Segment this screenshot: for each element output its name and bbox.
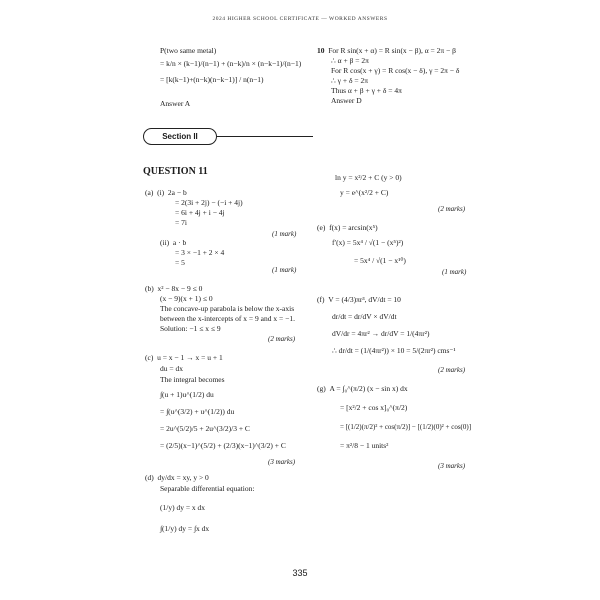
part-e bbox=[317, 222, 406, 267]
working-line: f(x) = arcsin(x⁵) bbox=[329, 223, 378, 232]
part-label: (e) bbox=[317, 223, 326, 232]
marks-label: (2 marks) bbox=[268, 335, 296, 343]
working-line: 2a − b bbox=[167, 188, 187, 197]
working-line: = 3 × −1 + 2 × 4 bbox=[175, 248, 225, 257]
part-label: (g) bbox=[317, 384, 326, 393]
working-line: ∴ dr/dt = (1/(4πr²)) × 10 = 5/(2πr²) cms⁻¹ bbox=[332, 346, 456, 355]
working-line: ∫(u + 1)u^(1/2) du bbox=[160, 390, 214, 399]
working-line: = 7i bbox=[175, 218, 187, 227]
part-d-continued bbox=[335, 172, 402, 199]
working-line: du = dx bbox=[160, 364, 183, 373]
working-line: u = x − 1 → x = u + 1 bbox=[157, 353, 223, 362]
working-line: dy/dx = xy, y > 0 bbox=[157, 473, 209, 482]
working-line: ln y = x²/2 + C (y > 0) bbox=[335, 173, 402, 182]
working-line: dV/dr = 4πr² → dr/dV = 1/(4πr²) bbox=[332, 329, 430, 338]
working-line: Solution: −1 ≤ x ≤ 9 bbox=[160, 324, 221, 333]
q10-line: For R cos(x + γ) = R cos(x − δ), γ = 2π − δ bbox=[331, 66, 460, 75]
subpart-label: (ii) bbox=[160, 238, 170, 247]
q9-line: P(two same metal) bbox=[160, 46, 217, 55]
marks-label: (2 marks) bbox=[438, 205, 466, 213]
q10-block bbox=[317, 46, 459, 106]
working-line: The concave-up parabola is below the x-axis bbox=[160, 304, 295, 313]
part-a-ii bbox=[160, 238, 224, 268]
working-line: = [x²/2 + cos x]₀^(π/2) bbox=[340, 403, 408, 412]
working-line: between the x-intercepts of x = 9 and x = −1. bbox=[160, 314, 295, 323]
working-line: = 2u^(5/2)/5 + 2u^(3/2)/3 + C bbox=[160, 424, 250, 433]
question-title: QUESTION 11 bbox=[143, 166, 208, 177]
part-f bbox=[317, 294, 456, 357]
q10-number: 10 bbox=[317, 46, 325, 55]
section-pill: Section II bbox=[143, 128, 217, 145]
working-line: f′(x) = 5x⁴ / √(1 − (x⁵)²) bbox=[332, 238, 404, 247]
section-rule bbox=[213, 136, 313, 137]
marks-label: (1 mark) bbox=[272, 266, 297, 274]
q10-line: ∴ γ + δ = 2π bbox=[331, 76, 368, 85]
part-a-i bbox=[145, 188, 243, 228]
marks-label: (3 marks) bbox=[438, 462, 466, 470]
part-d bbox=[145, 472, 254, 534]
working-line: = 5 bbox=[175, 258, 185, 267]
part-label: (b) bbox=[145, 284, 154, 293]
page-number: 335 bbox=[292, 568, 308, 578]
marks-label: (1 mark) bbox=[442, 268, 467, 276]
q10-line: Thus α + β + γ + δ = 4π bbox=[331, 86, 402, 95]
working-line: = 2(3i + 2j) − (−i + 4j) bbox=[175, 198, 243, 207]
subpart-label: (i) bbox=[157, 188, 165, 197]
q9-line: = [k(k−1)+(n−k)(n−k−1)] / n(n−1) bbox=[160, 75, 264, 84]
q9-line: = k/n × (k−1)/(n−1) + (n−k)/n × (n−k−1)/(n−1) bbox=[160, 59, 302, 68]
working-line: V = (4/3)πr³, dV/dt = 10 bbox=[328, 295, 401, 304]
working-line: = 5x⁴ / √(1 − x¹⁰) bbox=[354, 256, 406, 265]
marks-label: (1 mark) bbox=[272, 230, 297, 238]
working-line: = ∫(u^(3/2) + u^(1/2)) du bbox=[160, 407, 235, 416]
working-line: A = ∫₀^(π/2) (x − sin x) dx bbox=[329, 384, 408, 393]
working-line: = 6i + 4j + i − 4j bbox=[175, 208, 225, 217]
working-line: = (2/5)(x−1)^(5/2) + (2/3)(x−1)^(3/2) + C bbox=[160, 441, 286, 450]
section-heading bbox=[143, 128, 313, 145]
marks-label: (3 marks) bbox=[268, 458, 296, 466]
working-line: The integral becomes bbox=[160, 375, 225, 384]
working-line: y = e^(x²/2 + C) bbox=[340, 188, 389, 197]
working-line: ∫(1/y) dy = ∫x dx bbox=[160, 524, 210, 533]
part-label: (f) bbox=[317, 295, 325, 304]
working-line: (x − 9)(x + 1) ≤ 0 bbox=[160, 294, 213, 303]
running-header: 2024 HIGHER SCHOOL CERTIFICATE — WORKED ANSWERS bbox=[212, 16, 388, 22]
part-label: (c) bbox=[145, 353, 154, 362]
working-line: dr/dt = dr/dV × dV/dt bbox=[332, 312, 397, 321]
part-b bbox=[145, 284, 295, 334]
part-label: (a) bbox=[145, 188, 154, 197]
part-c bbox=[145, 352, 286, 451]
part-g bbox=[317, 383, 471, 452]
working-line: a · b bbox=[172, 238, 187, 247]
marks-label: (2 marks) bbox=[438, 366, 466, 374]
q9-working bbox=[160, 46, 301, 109]
q10-line: For R sin(x + α) = R sin(x − β), α = 2π − β bbox=[328, 46, 456, 55]
working-line: = [(1/2)(π/2)² + cos(π/2)] − [(1/2)(0)² + cos(0)] bbox=[340, 423, 472, 431]
working-line: (1/y) dy = x dx bbox=[160, 503, 206, 512]
q9-answer: Answer A bbox=[160, 99, 191, 108]
q10-answer: Answer D bbox=[331, 96, 362, 105]
working-line: x² − 8x − 9 ≤ 0 bbox=[157, 284, 203, 293]
working-line: Separable differential equation: bbox=[160, 484, 255, 493]
part-label: (d) bbox=[145, 473, 154, 482]
working-line: = π²/8 − 1 units² bbox=[340, 441, 389, 450]
q10-line: ∴ α + β = 2π bbox=[331, 56, 369, 65]
